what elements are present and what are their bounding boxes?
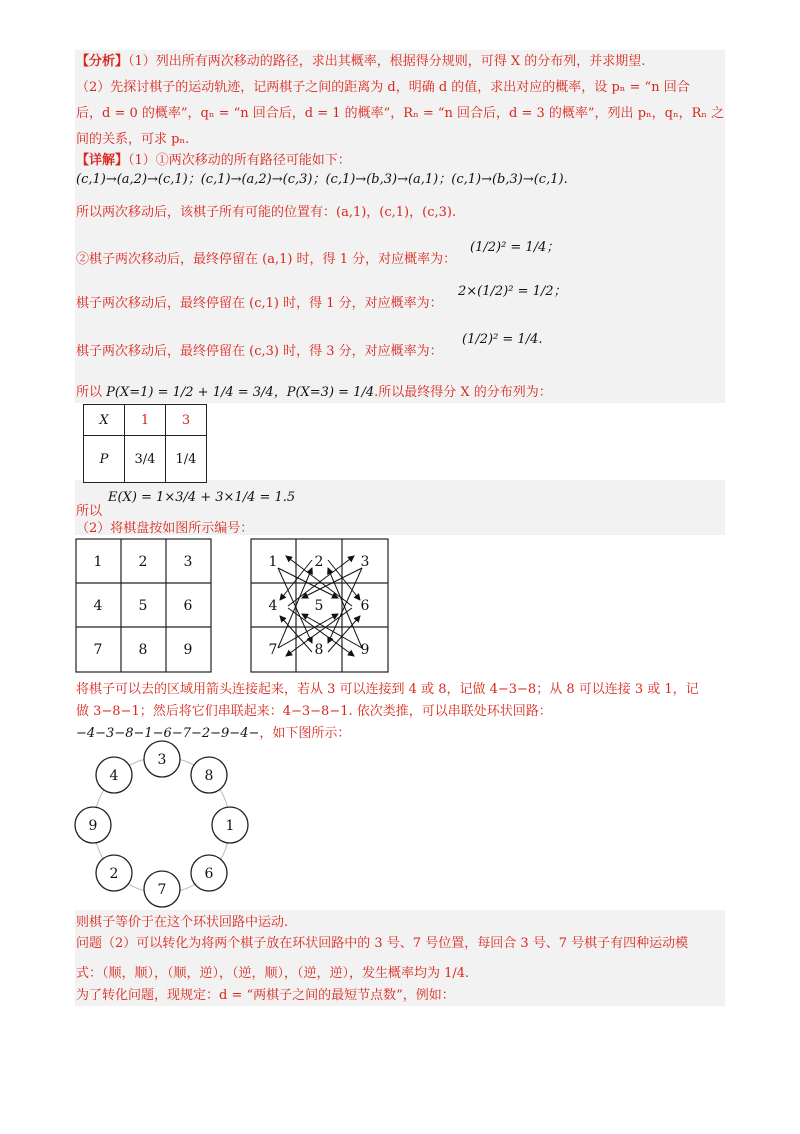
ring-node: 7 — [157, 882, 167, 898]
ring-node: 8 — [204, 768, 214, 784]
board-number: 8 — [138, 642, 148, 658]
part2-numbering-intro: （2）将棋盘按如图所示编号： — [76, 521, 254, 536]
detail-prob-c3-formula: (1/2)² = 1/4. — [462, 332, 543, 347]
table-cell: P — [84, 436, 125, 483]
ring-sequence: −4−3−8−1−6−7−2−9−4− — [76, 726, 260, 741]
detail-line-1 — [76, 151, 351, 171]
part2-transform-2: 式：（顺，顺），（顺，逆），（逆，顺），（逆，逆），发生概率均为 1/4. — [76, 966, 470, 981]
detail-text-1: （1）①两次移动的所有路径可能如下： — [128, 153, 351, 168]
board-number: 9 — [360, 642, 370, 658]
ring-node: 1 — [225, 818, 235, 834]
board-number: 5 — [314, 598, 324, 614]
part2-transform-1: 问题（2）可以转化为将两个棋子放在环状回路中的 3 号、7 号位置，每回合 3 号、7 号棋子有四种运动模 — [76, 936, 689, 951]
detail-prob-c1-text: 棋子两次移动后，最终停留在 (c,1) 时，得 1 分，对应概率为： — [76, 296, 443, 311]
detail-prob-c3-text: 棋子两次移动后，最终停留在 (c,3) 时，得 3 分，对应概率为： — [76, 344, 443, 359]
knight-move-board — [250, 538, 390, 674]
board-number: 2 — [314, 554, 324, 570]
detail-prob-a1-formula: (1/2)² = 1/4； — [470, 240, 560, 255]
board-number: 6 — [360, 598, 370, 614]
detail-prob-a1-text: ②棋子两次移动后，最终停留在 (a,1) 时，得 1 分，对应概率为： — [76, 252, 457, 267]
detail-tag: 【详解】 — [76, 153, 129, 168]
table-cell: 3 — [166, 405, 207, 436]
table-row — [84, 436, 207, 483]
detail-dist-intro: .所以最终得分 X 的分布列为： — [374, 385, 552, 400]
analysis-text-1: （1）列出所有两次移动的路径，求出其概率，根据得分规则，可得 X 的分布列，并求期望. — [128, 54, 646, 69]
distribution-table — [83, 404, 207, 483]
table-cell: 1 — [125, 405, 166, 436]
board-number: 3 — [183, 554, 193, 570]
ring-sequence-tail: ，如下图所示： — [259, 726, 351, 741]
analysis-line-3: 后，d = 0 的概率”，qₙ = “n 回合后，d = 1 的概率”，Rₙ = “n 回合后，d = 3 的概率”，列出 pₙ，qₙ，Rₙ 之 — [76, 106, 725, 121]
ring-conclusion: 则棋子等价于在这个环状回路中运动. — [76, 915, 289, 930]
detail-prob-summary — [76, 383, 552, 403]
table-cell: 3/4 — [125, 436, 166, 483]
board-number: 8 — [314, 642, 324, 658]
ring-node: 3 — [157, 752, 167, 768]
table-cell: 1/4 — [166, 436, 207, 483]
board-number: 1 — [268, 554, 278, 570]
numbered-board — [75, 538, 213, 674]
analysis-line-1 — [76, 52, 645, 72]
detail-prob-c1-formula: 2×(1/2)² = 1/2； — [458, 284, 567, 299]
board-number: 7 — [93, 642, 103, 658]
board-number: 4 — [93, 598, 103, 614]
board-number: 3 — [360, 554, 370, 570]
table-cell: X — [84, 405, 125, 436]
detail-paths: (c,1)→(a,2)→(c,1)；(c,1)→(a,2)→(c,3)；(c,1)→(b,3)→(a,1)；(c,1)→(b,3)→(c,1). — [76, 172, 568, 187]
distance-definition: 为了转化问题，现规定：d = “两棋子之间的最短节点数”，例如： — [76, 988, 455, 1003]
detail-so-label: 所以 — [76, 385, 103, 400]
table-row — [84, 405, 207, 436]
board-number: 7 — [268, 642, 278, 658]
detail-positions: 所以两次移动后，该棋子所有可能的位置有：(a,1)，(c,1)，(c,3). — [76, 205, 457, 220]
board-number: 1 — [93, 554, 103, 570]
expectation-so-label: 所以 — [76, 504, 103, 519]
expectation-formula: E(X) = 1×3/4 + 3×1/4 = 1.5 — [108, 490, 296, 505]
detail-prob-values: P(X=1) = 1/2 + 1/4 = 3/4，P(X=3) = 1/4 — [106, 385, 375, 400]
connect-explain-2: 做 3−8−1；然后将它们串联起来：4−3−8−1. 依次类推，可以串联处环状回路： — [76, 704, 552, 719]
analysis-line-2: （2）先探讨棋子的运动轨迹，记两棋子之间的距离为 d，明确 d 的值，求出对应的概率，设 pₙ = “n 回合 — [76, 80, 690, 95]
board-number: 9 — [183, 642, 193, 658]
board-number: 6 — [183, 598, 193, 614]
board-number: 5 — [138, 598, 148, 614]
ring-node: 6 — [204, 866, 214, 882]
analysis-tag: 【分析】 — [76, 54, 129, 69]
ring-node: 4 — [109, 768, 119, 784]
analysis-line-4: 间的关系，可求 pₙ. — [76, 132, 190, 147]
ring-node: 9 — [88, 818, 98, 834]
ring-node: 2 — [109, 866, 119, 882]
ring-diagram — [72, 740, 252, 910]
connect-explain-1: 将棋子可以去的区域用箭头连接起来，若从 3 可以连接到 4 或 8，记做 4−3−8；从 8 可以连接 3 或 1，记 — [76, 682, 699, 697]
board-number: 4 — [268, 598, 278, 614]
board-number: 2 — [138, 554, 148, 570]
